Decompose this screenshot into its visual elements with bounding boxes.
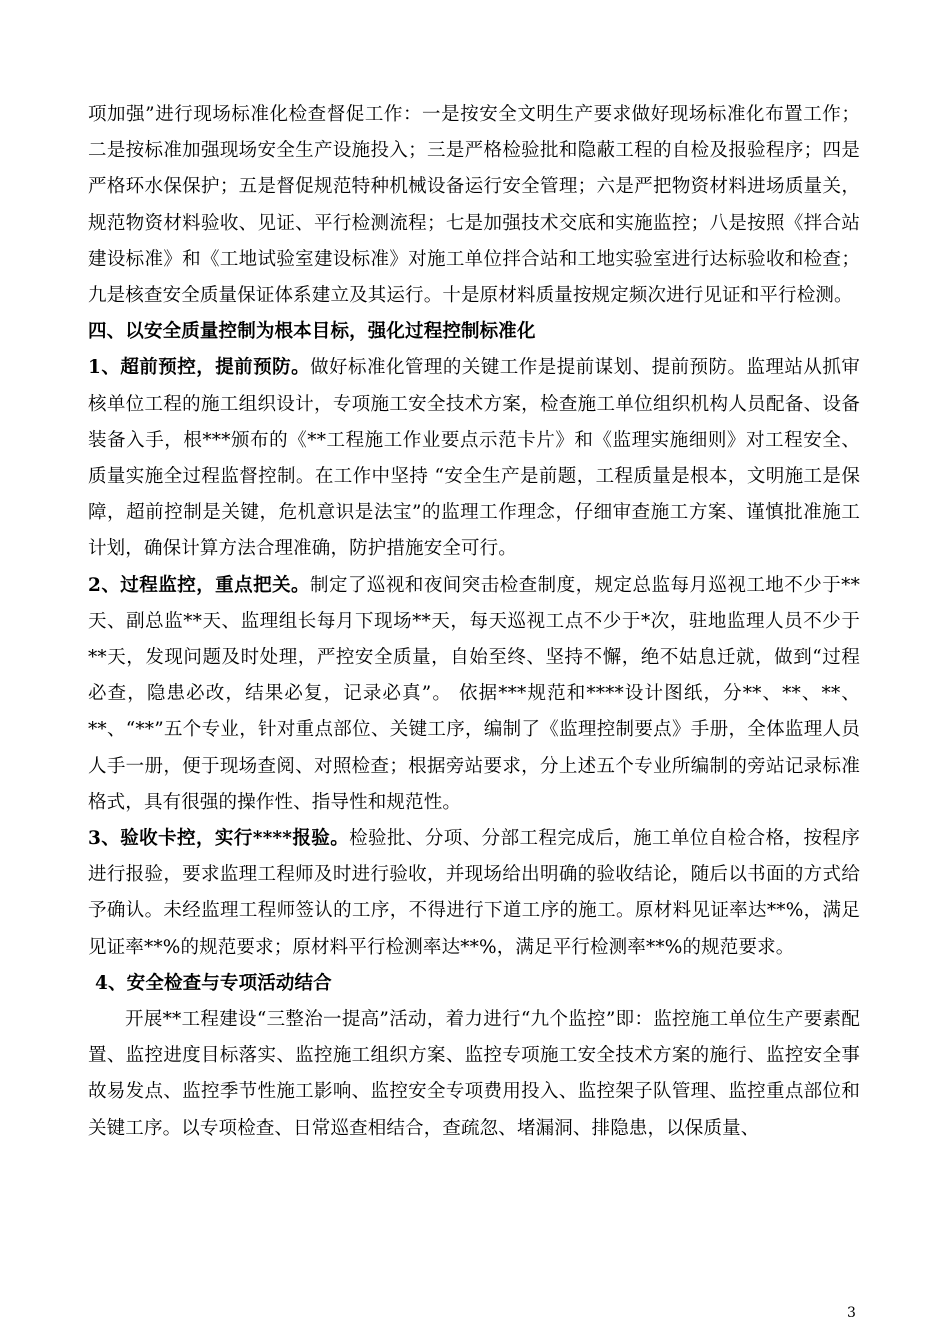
subsection-3-lead: 3、验收卡控，实行****报验。 [88,828,350,850]
subsection-2-lead: 2、过程监控，重点把关。 [88,574,311,596]
paragraph-activities: 开展**工程建设“三整治一提高”活动，着力进行“九个监控”即：监控施工单位生产要素配置、监控进度目标落实、监控施工组织方案、监控专项施工安全技术方案的施行、监控安全事故易发点、监控季节性施工影响、监控安全专项费用投入、监控架子队管理、监控重点部位和关键工序。以专项检查、日常巡查相结合，查疏忽、堵漏洞、排隐患，以保质量、 [88,1009,860,1139]
subsection-2-text: 制定了巡视和夜间突击检查制度，规定总监每月巡视工地不少于**天、副总监**天、监理组长每月下现场**天，每天巡视工点不少于*次，驻地监理人员不少于**天，发现问题及时处理，严控安全质量，自始至终、坚持不懈，绝不姑息迁就，做到“过程必查，隐患必改，结果必复，记录必真”。 依据***规范和****设计图纸，分**、**、**、**、“**”五个专业，针对重点部位、关键工序，编制了《监理控制要点》手册，全体监理人员人手一册，便于现场查阅、对照检查；根据旁站要求，分上述五个专业所编制的旁站记录标准格式，具有很强的操作性、指导性和规范性。 [88,574,860,813]
subsection-3-text: 检验批、分项、分部工程完成后，施工单位自检合格，按程序进行报验，要求监理工程师及时进行验收，并现场给出明确的验收结论，随后以书面的方式给予确认。未经监理工程师签认的工序，不得进行下道工序的施工。原材料见证率达**%，满足见证率**%的规范要求；原材料平行检测率达**%，满足平行检测率**%的规范要求。 [88,828,860,958]
subsection-1-paragraph [88,350,860,567]
subsection-1-lead: 1、超前预控，提前预防。 [88,357,311,379]
paragraph-continued: 项加强”进行现场标准化检查督促工作：一是按安全文明生产要求做好现场标准化布置工作；二是按标准加强现场安全生产设施投入；三是严格检验批和隐蔽工程的自检及报验程序；四是严格环水保保护；五是督促规范特种机械设备运行安全管理；六是严把物资材料进场质量关，规范物资材料验收、见证、平行检测流程；七是加强技术交底和实施监控；八是按照《拌合站建设标准》和《工地试验室建设标准》对施工单位拌合站和工地实验室进行达标验收和检查；九是核查安全质量保证体系建立及其运行。十是原材料质量按规定频次进行见证和平行检测。 [88,104,860,307]
subsection-1-text: 做好标准化管理的关键工作是提前谋划、提前预防。监理站从抓审核单位工程的施工组织设计，专项施工安全技术方案，检查施工单位组织机构人员配备、设备装备入手，根***颁布的《**工程施工作业要点示范卡片》和《监理实施细则》对工程安全、质量实施全过程监督控制。在工作中坚持 “安全生产是前题，工程质量是根本，文明施工是保障，超前控制是关键，危机意识是法宝”的监理工作理念，仔细审查施工方案、谨慎批准施工计划，确保计算方法合理准确，防护措施安全可行。 [88,357,860,560]
subsection-3-paragraph [88,821,860,966]
page-number: 3 [847,1305,856,1321]
section-heading-4: 四、以安全质量控制为根本目标，强化过程控制标准化 [88,321,536,343]
page-body [88,97,860,1147]
subsection-4-heading: 4、安全检查与专项活动结合 [95,972,332,994]
subsection-2-paragraph [88,568,860,821]
